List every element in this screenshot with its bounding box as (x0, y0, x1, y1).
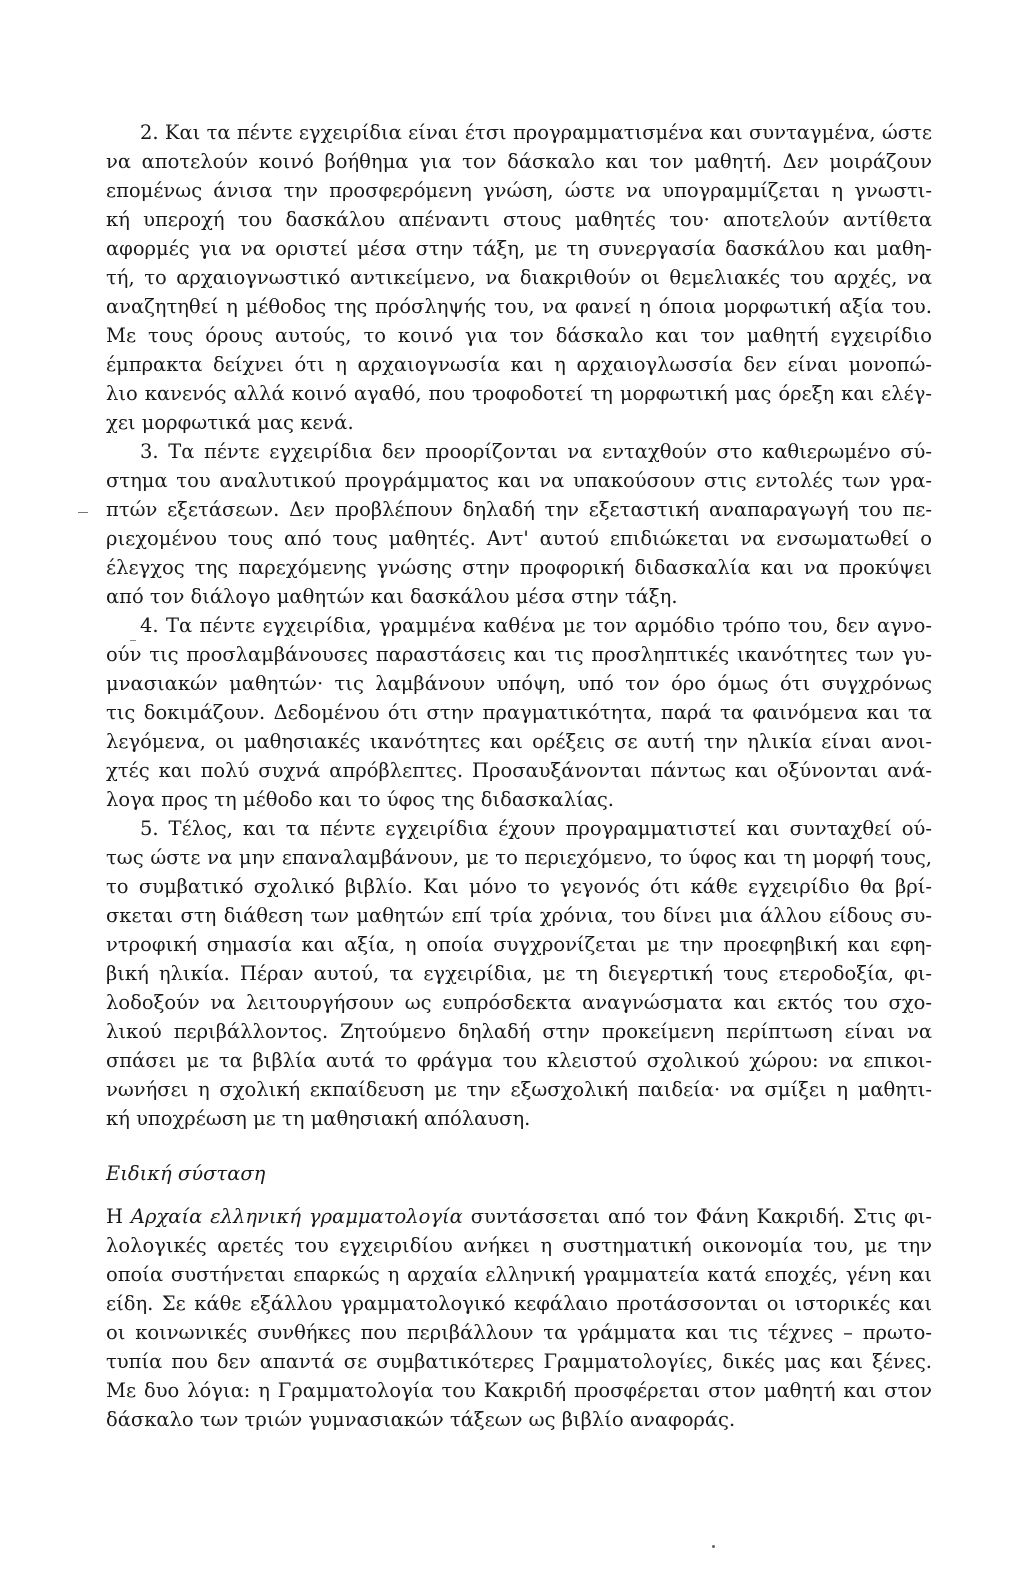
page-body (106, 118, 932, 1434)
text-line: ούν τις προσλαμβάνουσες παραστάσεις και τις προσληπτικές ικανότητες των γυ- (106, 643, 932, 666)
paragraph-3 (106, 437, 932, 611)
text-line: οποία συστήνεται επαρκώς η αρχαία ελληνική γραμματεία κατά εποχές, γένη και (106, 1263, 932, 1286)
text-line: χτές και πολύ συχνά απρόβλεπτες. Προσαυξάνονται πάντως και οξύνονται ανά- (106, 759, 932, 782)
text-line: μνασιακών μαθητών· τις λαμβάνουν υπόψη, υπό τον όρο όμως ότι συγχρόνως (106, 672, 932, 695)
text-line: να αποτελούν κοινό βοήθημα για τον δάσκαλο και τον μαθητή. Δεν μοιράζουν (106, 150, 932, 173)
text-line: αναζητηθεί η μέθοδος της πρόσληψής του, να φανεί η όποια μορφωτική αξία του. (106, 295, 932, 318)
text-line: ντροφική σημασία και αξία, η οποία συγχρονίζεται με την προεφηβική και εφη- (106, 933, 932, 956)
text-line: κή υποχρέωση με τη μαθησιακή απόλαυση. (106, 1107, 531, 1130)
paragraph-4 (106, 611, 932, 814)
text-line: οι κοινωνικές συνθήκες που περιβάλλουν τα γράμματα και τις τέχνες – πρωτο- (106, 1321, 932, 1344)
scan-mark (130, 640, 136, 641)
section-paragraph (106, 1202, 932, 1434)
paragraph-2 (106, 118, 932, 437)
text-line: αφορμές για να οριστεί μέσα στην τάξη, με τη συνεργασία δασκάλου και μαθη- (106, 237, 932, 260)
scan-mark (78, 512, 88, 513)
text-line: δάσκαλο των τριών γυμνασιακών τάξεων ως βιβλίο αναφοράς. (106, 1408, 736, 1431)
text-line: τή, το αρχαιογνωστικό αντικείμενο, να διακριθούν οι θεμελιακές του αρχές, να (106, 266, 932, 289)
text-line: λογα προς τη μέθοδο και το ύφος της διδασκαλίας. (106, 788, 614, 811)
text-line: τις δοκιμάζουν. Δεδομένου ότι στην πραγματικότητα, παρά τα φαινόμενα και τα (106, 701, 932, 724)
text-line: πτών εξετάσεων. Δεν προβλέπουν δηλαδή την εξεταστική αναπαραγωγή του πε- (106, 498, 932, 521)
text-line: λοδοξούν να λειτουργήσουν ως ευπρόσδεκτα αναγνώσματα και εκτός του σχο- (106, 991, 932, 1014)
text-line: έμπρακτα δείχνει ότι η αρχαιογνωσία και η αρχαιογλωσσία δεν είναι μονοπώ- (106, 353, 932, 376)
text-line: λιο κανενός αλλά κοινό αγαθό, που τροφοδοτεί τη μορφωτική μας όρεξη και ελέγ- (106, 382, 932, 405)
text-line: κή υπεροχή του δασκάλου απέναντι στους μαθητές του· αποτελούν αντίθετα (106, 208, 932, 231)
section-heading: Ειδική σύσταση (106, 1162, 266, 1185)
text-line: από τον διάλογο μαθητών και δασκάλου μέσα στην τάξη. (106, 585, 678, 608)
text-line: επομένως άνισα την προσφερόμενη γνώση, ώστε να υπογραμμίζεται η γνωστι- (106, 179, 932, 202)
text-line (106, 1202, 932, 1231)
scan-dot (712, 1545, 715, 1548)
text-fragment: Η (106, 1205, 131, 1228)
text-line: τυπία που δεν απαντά σε συμβατικότερες Γραμματολογίες, δικές μας και ξένες. (106, 1350, 932, 1373)
text-line: τως ώστε να μην επαναλαμβάνουν, με το περιεχόμενο, το ύφος και τη μορφή τους, (106, 846, 932, 869)
text-line: Με δυο λόγια: η Γραμματολογία του Κακριδή προσφέρεται στον μαθητή και στον (106, 1379, 932, 1402)
text-line: Με τους όρους αυτούς, το κοινό για τον δάσκαλο και τον μαθητή εγχειρίδιο (106, 324, 932, 347)
book-title: Αρχαία ελληνική γραμματολογία (130, 1205, 463, 1228)
text-line: 2. Και τα πέντε εγχειρίδια είναι έτσι προγραμματισμένα και συνταγμένα, ώστε (140, 121, 932, 144)
text-line: λικού περιβάλλοντος. Ζητούμενο δηλαδή στην προκείμενη περίπτωση είναι να (106, 1020, 932, 1043)
text-line: νωνήσει η σχολική εκπαίδευση με την εξωσχολική παιδεία· να σμίξει η μαθητι- (106, 1078, 932, 1101)
text-line: στημα του αναλυτικού προγράμματος και να υπακούσουν στις εντολές των γρα- (106, 469, 932, 492)
text-line: χει μορφωτικά μας κενά. (106, 411, 354, 434)
text-line: σπάσει με τα βιβλία αυτά το φράγμα του κλειστού σχολικού χώρου: να επικοι- (106, 1049, 932, 1072)
text-line: βική ηλικία. Πέραν αυτού, τα εγχειρίδια, με τη διεγερτική τους ετεροδοξία, φι- (106, 962, 932, 985)
text-line: έλεγχος της παρεχόμενης γνώσης στην προφορική διδασκαλία και να προκύψει (106, 556, 932, 579)
text-line: σκεται στη διάθεση των μαθητών επί τρία χρόνια, του δίνει μια άλλου είδους συ- (106, 904, 932, 927)
text-line: λεγόμενα, οι μαθησιακές ικανότητες και ορέξεις σε αυτή την ηλικία είναι ανοι- (106, 730, 932, 753)
paragraph-5 (106, 814, 932, 1133)
text-line: 4. Τα πέντε εγχειρίδια, γραμμένα καθένα με τον αρμόδιο τρόπο του, δεν αγνο- (140, 614, 932, 637)
text-line: 3. Τα πέντε εγχειρίδια δεν προορίζονται να ενταχθούν στο καθιερωμένο σύ- (140, 440, 932, 463)
text-line: το συμβατικό σχολικό βιβλίο. Και μόνο το γεγονός ότι κάθε εγχειρίδιο θα βρί- (106, 875, 932, 898)
text-fragment: συντάσσεται από τον Φάνη Κακριδή. Στις φι- (462, 1205, 932, 1228)
text-line: 5. Τέλος, και τα πέντε εγχειρίδια έχουν προγραμματιστεί και συνταχθεί ού- (140, 817, 932, 840)
text-line: λολογικές αρετές του εγχειριδίου ανήκει η συστηματική οικονομία του, με την (106, 1234, 932, 1257)
text-line: ριεχομένου τους από τους μαθητές. Αντ' αυτού επιδιώκεται να ενσωματωθεί ο (106, 527, 932, 550)
text-line: είδη. Σε κάθε εξάλλου γραμματολογικό κεφάλαιο προτάσσονται οι ιστορικές και (106, 1292, 932, 1315)
